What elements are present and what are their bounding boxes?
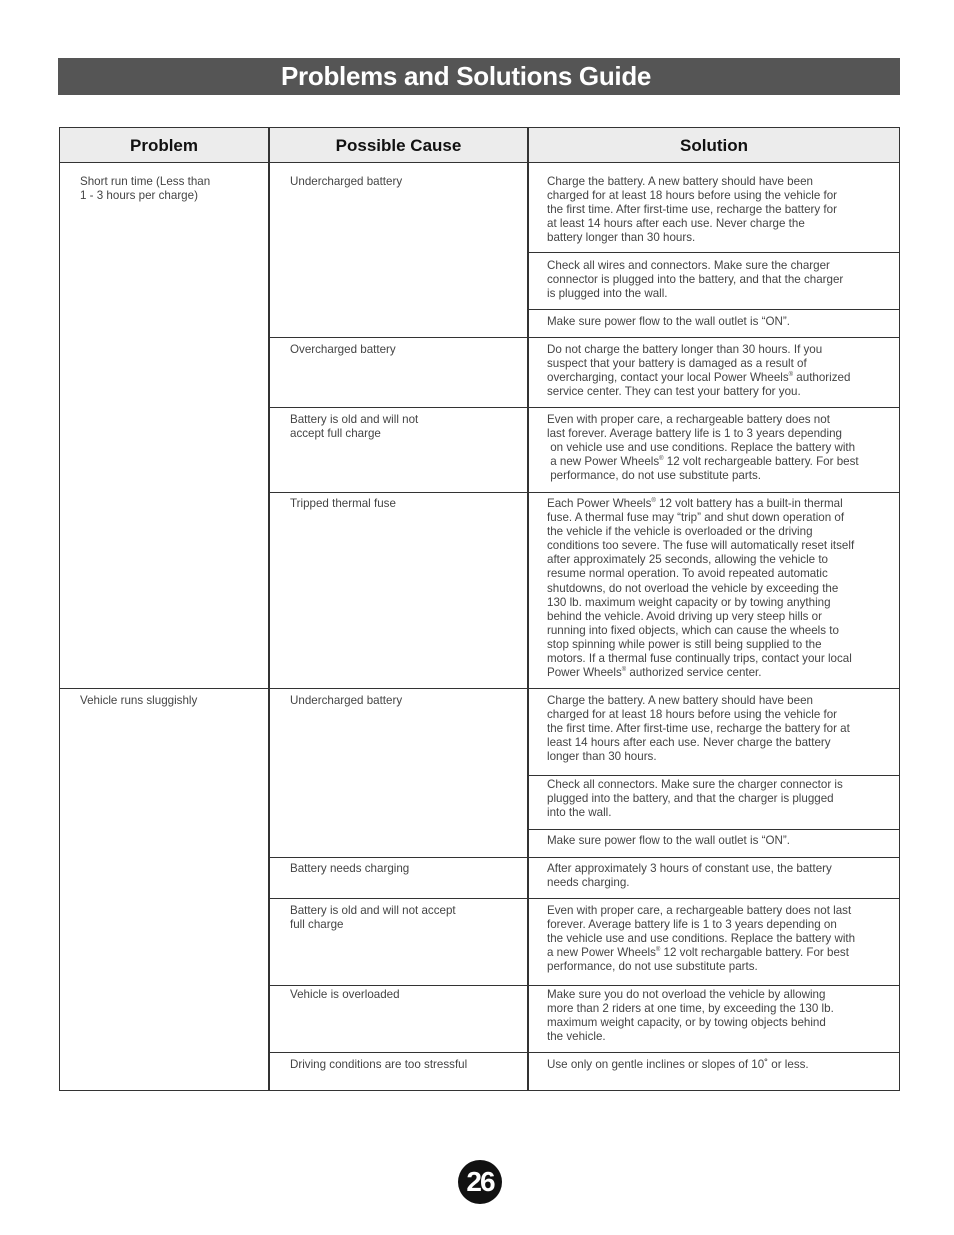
problem-label: Short run time (Less than 1 - 3 hours per charge) <box>80 175 211 203</box>
solution-text: Even with proper care, a rechargeable battery does not last forever. Average battery life is 1 to 3 years depending on the vehicle use and use conditions. Replace the battery with a new Power Wheels® 12 volt rechargable battery. For best performance, do not use substitute parts. <box>547 904 856 974</box>
header-divider <box>59 162 900 163</box>
solution-divider <box>529 775 900 776</box>
problem-label: Vehicle runs sluggishly <box>80 694 198 707</box>
cause-text: Undercharged battery <box>290 694 403 707</box>
solution-text: Make sure power flow to the wall outlet is “ON”. <box>547 315 790 328</box>
cause-text: Battery needs charging <box>290 862 410 875</box>
cause-text: Undercharged battery <box>290 175 403 188</box>
row-divider <box>268 898 900 899</box>
solution-text: Make sure you do not overload the vehicle by allowing more than 2 riders at one time, by exceeding the 130 lb. maximum weight capacity, or by towing objects behind the vehicle. <box>547 988 834 1044</box>
solution-text: Check all connectors. Make sure the charger connector is plugged into the battery, and that the charger is plugged into the wall. <box>547 778 843 820</box>
row-divider <box>268 1052 900 1053</box>
solution-divider <box>529 309 900 310</box>
problem-text <box>80 694 260 708</box>
title-bar <box>58 58 900 95</box>
header-cause: Possible Cause <box>270 128 527 163</box>
row-divider <box>268 985 900 986</box>
problem-text <box>80 175 260 203</box>
solution-text: Make sure power flow to the wall outlet is “ON”. <box>547 834 790 847</box>
solution-text: Charge the battery. A new battery should have been charged for at least 18 hours before using the vehicle for the first time. After first-time use, recharge the battery for at least 14 hours after each use. Never charge the battery longer than 30 hours. <box>547 175 838 245</box>
solution-text: Each Power Wheels® 12 volt battery has a built-in thermal fuse. A thermal fuse may “trip” and shut down operation of the vehicle if the vehicle is overloaded or the driving conditions too severe. The fuse will automatically reset itself after approximately 25 seconds, allowing the vehicle to resume normal operation. To avoid repeated automatic shutdowns, do not overload the vehicle by exceeding the 130 lb. maximum weight capacity or by towing anything behind the vehicle. Avoid driving up very steep hills or running into fixed objects, which can cause the wheels to stop spinning while power is still being supplied to the motors. If a thermal fuse continually trips, contact your local Power Wheels® authorized service center. <box>547 497 855 680</box>
solution-text: Even with proper care, a rechargeable battery does not last forever. Average battery life is 1 to 3 years depending on vehicle use and use conditions. Replace the battery with a new Power Wheels® 12 volt rechargeable battery. For best performance, do not use substitute parts. <box>547 413 859 483</box>
solution-text: After approximately 3 hours of constant use, the battery needs charging. <box>547 862 832 890</box>
header-problem: Problem <box>60 128 268 163</box>
solution-text: Charge the battery. A new battery should have been charged for at least 18 hours before using the vehicle for the first time. After first-time use, recharge the battery for at least 14 hours after each use. Never charge the battery longer than 30 hours. <box>547 694 850 764</box>
solution-divider <box>529 829 900 830</box>
row-divider <box>268 492 900 493</box>
solution-text: Check all wires and connectors. Make sure the charger connector is plugged into the battery, and that the charger is plugged into the wall. <box>547 259 844 301</box>
page-title: Problems and Solutions Guide <box>281 61 652 91</box>
cause-text: Driving conditions are too stressful <box>290 1058 468 1071</box>
cause-text: Tripped thermal fuse <box>290 497 396 510</box>
page-number: 26 <box>458 1160 502 1204</box>
row-divider <box>268 407 900 408</box>
cause-text: Battery is old and will not accept full charge <box>290 413 419 441</box>
column-divider <box>268 127 270 1091</box>
solution-text: Use only on gentle inclines or slopes of 10˚ or less. <box>547 1058 809 1071</box>
solution-text: Do not charge the battery longer than 30 hours. If you suspect that your battery is damaged as a result of overcharging, contact your local Power Wheels® authorized service center. They can test your battery for you. <box>547 343 851 399</box>
solution-divider <box>529 252 900 253</box>
header-solution: Solution <box>529 128 899 163</box>
column-divider <box>527 127 529 1091</box>
group-divider <box>59 688 900 689</box>
cause-text: Vehicle is overloaded <box>290 988 400 1001</box>
cause-text: Battery is old and will not accept full charge <box>290 904 456 932</box>
cause-text: Overcharged battery <box>290 343 396 356</box>
row-divider <box>268 337 900 338</box>
row-divider <box>268 857 900 858</box>
